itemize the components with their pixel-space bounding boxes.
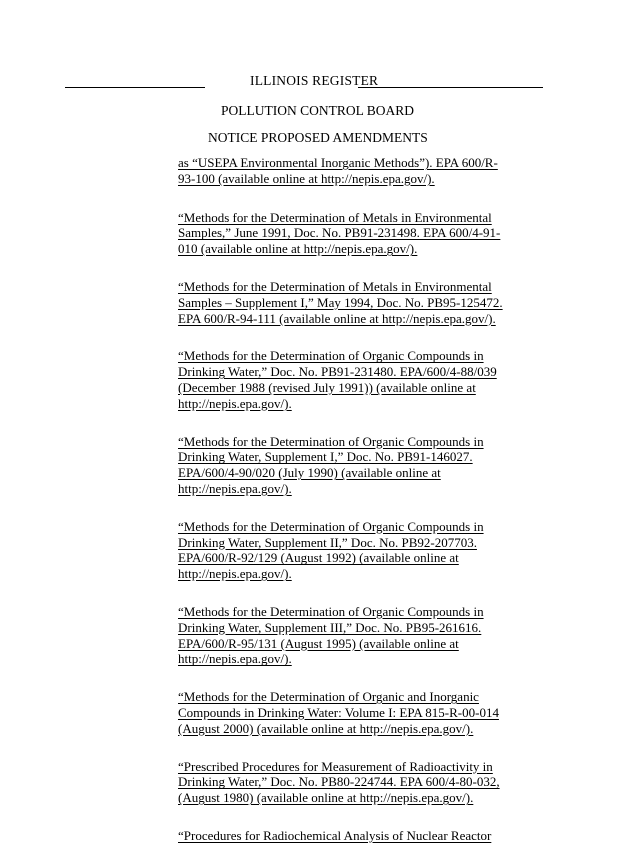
header-rule-left — [65, 87, 205, 88]
reference-paragraph: “Methods for the Determination of Organic Compounds in Drinking Water, Supplement III,” Doc. No. PB95-261616. EPA/600/R-95/131 (August 1995) (available online at http://nepis.epa.gov/). — [178, 603, 484, 667]
reference-paragraph: “Methods for the Determination of Organic Compounds in Drinking Water, Supplement I,” Doc. No. PB91-146027. EPA/600/4-90/020 (July 1990) (available online at http://nepis.epa.gov/). — [178, 433, 484, 496]
reference-paragraph: “Procedures for Radiochemical Analysis of Nuclear Reactor — [178, 827, 492, 843]
reference-paragraph: “Methods for the Determination of Organic Compounds in Drinking Water, Supplement II,” Doc. No. PB92-207703. EPA/600/R-92/129 (August 1992) (available online at http://nepis.epa.gov/). — [178, 518, 484, 582]
reference-paragraph: “Methods for the Determination of Organic and Inorganic Compounds in Drinking Water: Volume I: EPA 815-R-00-014 (August 2000) (available online at http://nepis.epa.gov/). — [178, 689, 499, 736]
notice-title: NOTICE PROPOSED AMENDMENTS — [208, 130, 428, 145]
header-rule-right — [358, 87, 543, 88]
reference-paragraph: “Prescribed Procedures for Measurement of Radioactivity in Drinking Water,” Doc. No. PB80-224744. EPA 600/4-80-032, (August 1980) (available online at http://nepis.epa.gov/). — [178, 758, 500, 806]
register-title: ILLINOIS REGISTER — [250, 73, 379, 88]
register-header — [65, 73, 543, 89]
reference-paragraph: “Methods for the Determination of Metals in Environmental Samples – Supplement I,” May 1994, Doc. No. PB95-125472. EPA 600/R-94-111 (available online at http://nepis.epa.gov/). — [178, 278, 503, 326]
document-body — [178, 155, 508, 866]
reference-paragraph: “Methods for the Determination of Metals in Environmental Samples,” June 1991, Doc. No. PB91-231498. EPA 600/4-91-010 (available online at http://nepis.epa.gov/). — [178, 209, 501, 257]
board-title: POLLUTION CONTROL BOARD — [221, 103, 414, 118]
reference-paragraph: as “USEPA Environmental Inorganic Methods”). EPA 600/R-93-100 (available online at http://nepis.epa.gov/). — [178, 155, 498, 186]
reference-paragraph: “Methods for the Determination of Organic Compounds in Drinking Water,” Doc. No. PB91-231480. EPA/600/4-88/039 (December 1988 (revised July 1991)) (available online at http://nepis.epa.gov/). — [178, 348, 497, 411]
